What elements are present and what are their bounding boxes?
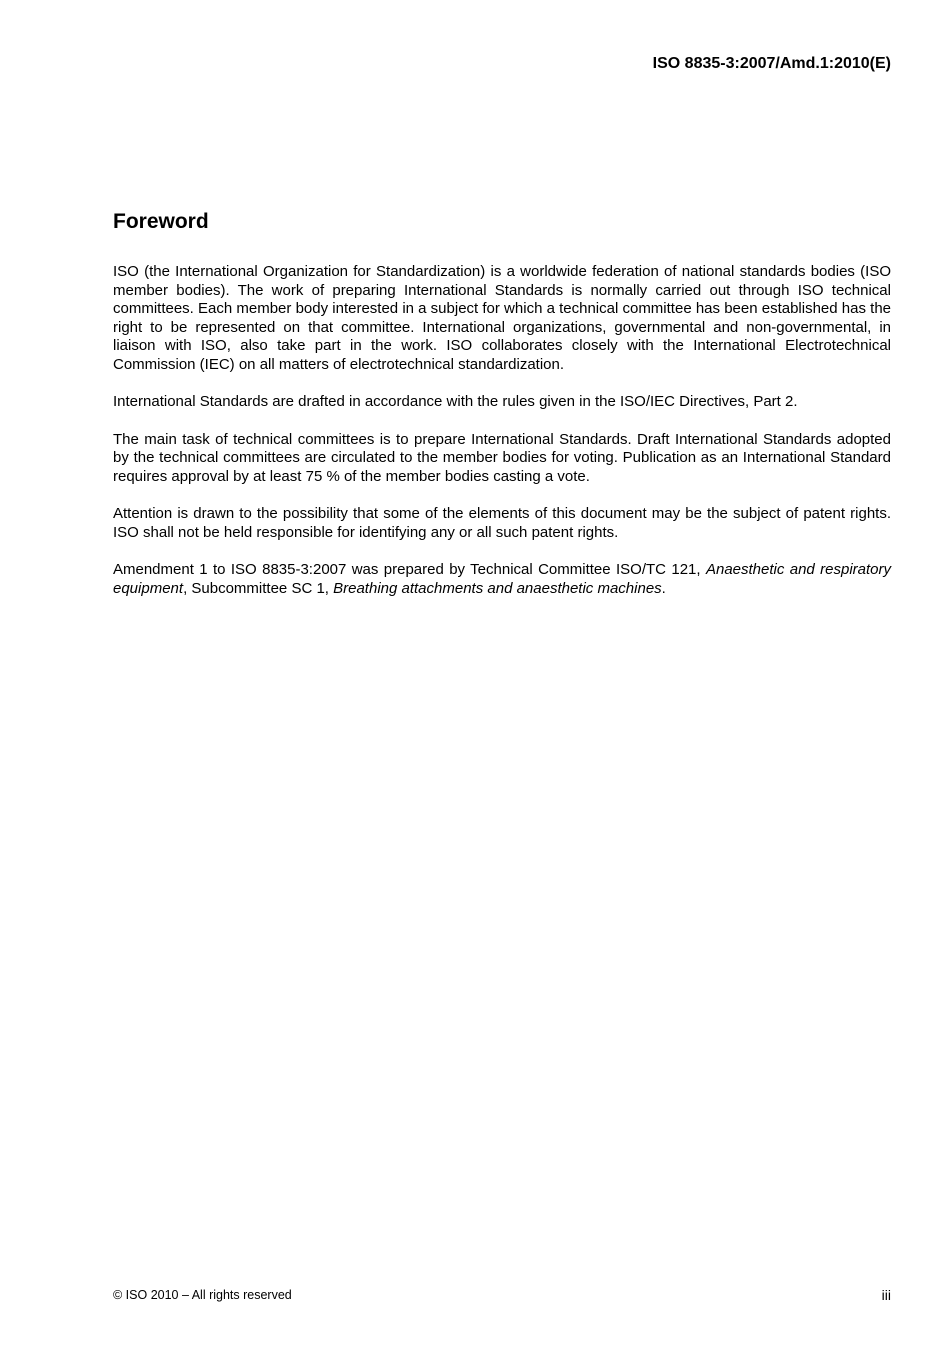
- amendment-text-3: .: [661, 579, 666, 597]
- document-reference: ISO 8835-3:2007/Amd.1:2010(E): [652, 55, 891, 72]
- amendment-text-1: Amendment 1 to ISO 8835-3:2007 was prepared by Technical Committee ISO/TC 121,: [113, 561, 706, 578]
- section-title: Foreword: [113, 210, 209, 233]
- foreword-section: [113, 208, 891, 617]
- page-number: iii: [881, 1287, 891, 1303]
- subcommittee-title: Breathing attachments and anaesthetic machines: [333, 579, 662, 597]
- paragraph-committee-task: The main task of technical committees is to prepare International Standards. Draft International Standards adopted by the technical committees are circulated to the member bodies for voting. Publication as an International Standard requires approval by at least 75 % of the member bodies casting a vote.: [113, 430, 891, 485]
- committee-title: Anaesthetic and respiratory equipment: [113, 561, 892, 597]
- paragraph-amendment: [113, 561, 891, 598]
- copyright-notice: © ISO 2010 – All rights reserved: [113, 1288, 292, 1302]
- amendment-text-2: , Subcommittee SC 1,: [183, 579, 334, 597]
- paragraph-directives: International Standards are drafted in accordance with the rules given in the ISO/IEC Directives, Part 2.: [113, 393, 798, 410]
- paragraph-iso-overview: ISO (the International Organization for Standardization) is a worldwide federation of national standards bodies (ISO member bodies). The work of preparing International Standards is normally carried out through ISO technical committees. Each member body interested in a subject for which a technical committee has been established has the right to be represented on that committee. International organizations, governmental and non-governmental, in liaison with ISO, also take part in the work. ISO collaborates closely with the International Electrotechnical Commission (IEC) on all matters of electrotechnical standardization.: [113, 263, 891, 373]
- paragraph-patent-notice: Attention is drawn to the possibility that some of the elements of this document may be the subject of patent rights. ISO shall not be held responsible for identifying any or all such patent rights.: [113, 505, 891, 541]
